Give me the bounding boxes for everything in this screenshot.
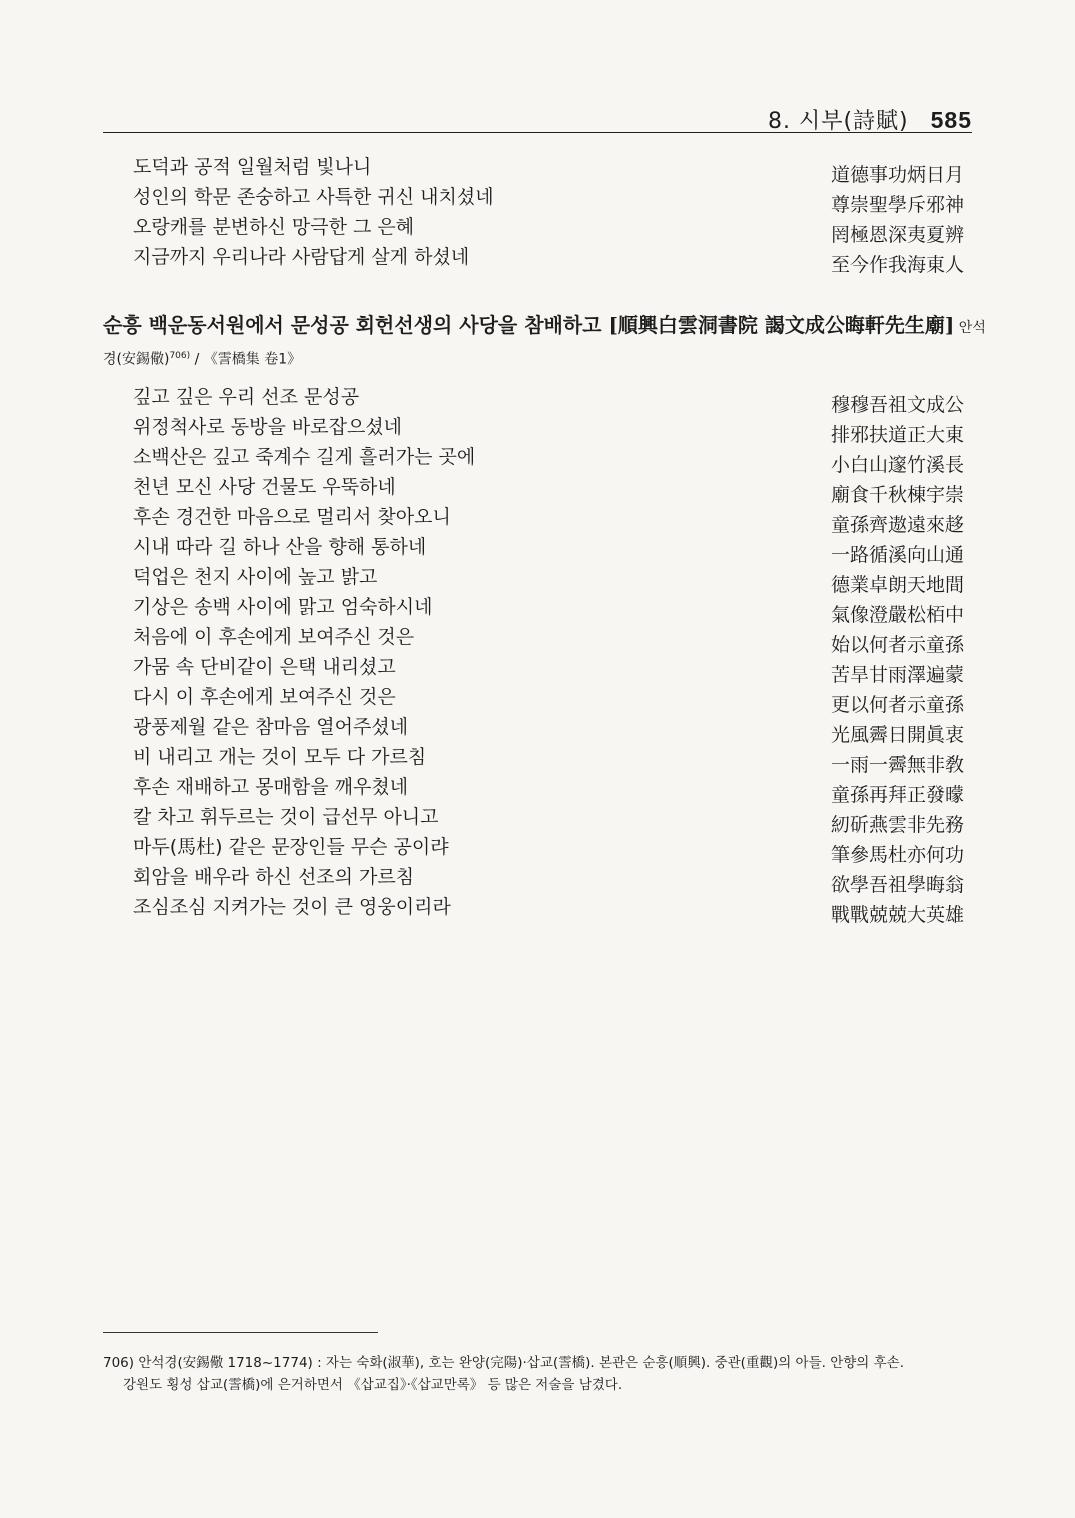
hanja-line: 更以何者示童孫 <box>830 694 964 716</box>
korean-line: 비 내리고 개는 것이 모두 다 가르침 <box>133 746 427 768</box>
poem-line <box>103 502 972 536</box>
korean-line: 가뭄 속 단비같이 은택 내리셨고 <box>133 656 396 678</box>
poem-line <box>103 382 972 416</box>
poem-line <box>103 862 972 896</box>
poem-line <box>103 182 972 216</box>
korean-line: 시내 따라 길 하나 산을 향해 통하네 <box>133 536 427 558</box>
hanja-line: 始以何者示童孫 <box>830 634 964 656</box>
korean-line: 마두(馬杜) 같은 문장인들 무슨 공이랴 <box>133 836 449 858</box>
running-header <box>768 104 972 135</box>
footnote-rule <box>103 1332 378 1333</box>
hanja-line: 罔極恩深夷夏辨 <box>830 224 964 246</box>
poem-line <box>103 682 972 716</box>
hanja-line: 一雨一霽無非敎 <box>830 754 964 776</box>
footnote-line: 강원도 횡성 삽교(霅橋)에 은거하면서 《삽교집》·《삽교만록》 등 많은 저술을 남겼다. <box>123 1377 623 1393</box>
section-title: 8. 시부(詩賦) <box>767 109 909 134</box>
korean-line: 칼 차고 휘두르는 것이 급선무 아니고 <box>133 806 439 828</box>
hanja-line: 戰戰兢兢大英雄 <box>830 904 964 926</box>
author-line <box>103 346 301 370</box>
author-name-part1: 안석 <box>954 320 986 336</box>
korean-line: 위정척사로 동방을 바로잡으셨네 <box>133 416 403 438</box>
poem-line <box>103 472 972 506</box>
poem-line <box>103 832 972 866</box>
hanja-line: 小白山邃竹溪長 <box>830 454 964 476</box>
korean-line: 처음에 이 후손에게 보여주신 것은 <box>133 626 415 648</box>
hanja-line: 至今作我海東人 <box>830 254 964 276</box>
poem-title-korean: 순흥 백운동서원에서 문성공 회헌선생의 사당을 참배하고 <box>103 313 609 337</box>
hanja-line: 德業卓朗天地間 <box>830 574 964 596</box>
author-name-part2: 경(安錫儆) <box>103 351 170 368</box>
hanja-line: 紉斫燕雲非先務 <box>830 814 964 836</box>
poem-line <box>103 152 972 186</box>
poem-line <box>103 592 972 626</box>
korean-line: 기상은 송백 사이에 맑고 엄숙하시네 <box>133 596 433 618</box>
korean-line: 깊고 깊은 우리 선조 문성공 <box>133 386 360 408</box>
hanja-line: 氣像澄嚴松栢中 <box>830 604 964 626</box>
korean-line: 덕업은 천지 사이에 높고 밝고 <box>133 566 378 588</box>
footnote-line: 706) 안석경(安錫儆 1718~1774) : 자는 숙화(淑華), 호는 완양(完陽)·삽교(霅橋). 본관은 순흥(順興). 중관(重觀)의 아들. 안향의 후손. <box>103 1355 904 1371</box>
korean-line: 조심조심 지켜가는 것이 큰 영웅이리라 <box>133 896 451 918</box>
korean-line: 오랑캐를 분변하신 망극한 그 은혜 <box>133 216 415 238</box>
hanja-line: 童孫再拜正發曚 <box>830 784 964 806</box>
poem-line <box>103 562 972 596</box>
hanja-line: 廟食千秋棟宇崇 <box>830 484 964 506</box>
hanja-line: 光風霽日開眞衷 <box>830 724 964 746</box>
korean-line: 다시 이 후손에게 보여주신 것은 <box>133 686 396 708</box>
poem-line <box>103 742 972 776</box>
footnote <box>103 1352 975 1396</box>
korean-line: 지금까지 우리나라 사람답게 살게 하셨네 <box>133 246 470 268</box>
hanja-line: 筆參馬杜亦何功 <box>830 844 964 866</box>
korean-line: 후손 경건한 마음으로 멀리서 찾아오니 <box>133 506 451 528</box>
hanja-line: 童孫齊遨遠來趍 <box>830 514 964 536</box>
hanja-line: 苦旱甘雨澤遍蒙 <box>830 664 964 686</box>
poem-line <box>103 802 972 836</box>
poem-line <box>103 892 972 926</box>
poem-line <box>103 412 972 446</box>
poem-line <box>103 442 972 476</box>
page-number: 585 <box>930 107 972 133</box>
hanja-line: 欲學吾祖學晦翁 <box>830 874 964 896</box>
hanja-line: 排邪扶道正大東 <box>830 424 964 446</box>
korean-line: 성인의 학문 존숭하고 사특한 귀신 내치셨네 <box>133 186 494 208</box>
poem2-stanza <box>103 382 972 926</box>
korean-line: 광풍제월 같은 참마음 열어주셨네 <box>133 716 409 738</box>
poem-title-hanja: [順興白雲洞書院 謁文成公晦軒先生廟] <box>608 313 955 337</box>
poem-line <box>103 772 972 806</box>
hanja-line: 道德事功炳日月 <box>830 164 964 186</box>
poem-line <box>103 532 972 566</box>
poem-line <box>103 622 972 656</box>
poem-line <box>103 242 972 276</box>
poem-title <box>103 310 986 343</box>
poem1-stanza <box>103 152 972 276</box>
footnote-ref[interactable]: 706) <box>169 351 191 361</box>
korean-line: 후손 재배하고 몽매함을 깨우쳤네 <box>133 776 409 798</box>
poem-line <box>103 212 972 246</box>
header-rule <box>103 132 972 133</box>
korean-line: 도덕과 공적 일월처럼 빛나니 <box>133 156 372 178</box>
poem-line <box>103 712 972 746</box>
hanja-line: 一路循溪向山通 <box>830 544 964 566</box>
hanja-line: 尊崇聖學斥邪神 <box>830 194 964 216</box>
source-citation: / 《霅橋集 卷1》 <box>190 351 302 368</box>
korean-line: 천년 모신 사당 건물도 우뚝하네 <box>133 476 396 498</box>
hanja-line: 穆穆吾祖文成公 <box>830 394 964 416</box>
korean-line: 소백산은 깊고 죽계수 길게 흘러가는 곳에 <box>133 446 476 468</box>
korean-line: 회암을 배우라 하신 선조의 가르침 <box>133 866 415 888</box>
poem-line <box>103 652 972 686</box>
